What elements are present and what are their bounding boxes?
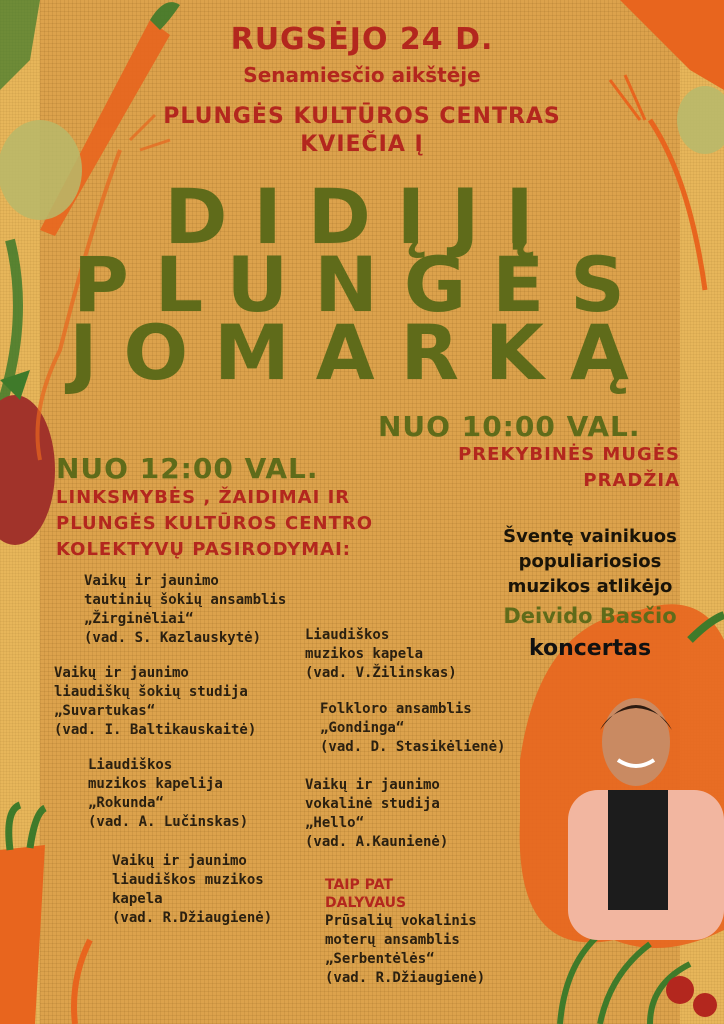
group-line: moterų ansamblis (325, 932, 460, 948)
organizer-line: KVIEČIA Į (300, 132, 424, 157)
group-line: (vad. R.Džiaugienė) (325, 970, 486, 986)
group-line: „Žirginėliai“ (84, 611, 194, 627)
group-line: tautinių šokių ansamblis (84, 592, 287, 608)
show-line: KOLEKTYVŲ PASIRODYMAI: (56, 539, 351, 560)
group-line: Liaudiškos (305, 627, 390, 643)
group-kapela (305, 626, 457, 683)
group-line: Vaikų ir jaunimo (112, 853, 247, 869)
group-rokunda (88, 756, 248, 832)
group-line: (vad. D. Stasikėlienė) (320, 739, 506, 755)
show-line: PLUNGĖS KULTŪROS CENTRO (56, 513, 374, 534)
group-line: (vad. S. Kazlauskytė) (84, 630, 262, 646)
group-youth-kapela (112, 852, 272, 928)
organizer (0, 103, 724, 159)
group-line: Vaikų ir jaunimo (54, 665, 189, 681)
organizer-line: PLUNGĖS KULTŪROS CENTRAS (163, 104, 561, 129)
group-suvartukas (54, 664, 256, 740)
group-line: „Suvartukas“ (54, 703, 156, 719)
group-line: liaudiškos muzikos (112, 872, 264, 888)
show-description (56, 485, 373, 563)
group-hello (305, 776, 448, 852)
show-time: NUO 12:00 VAL. (56, 452, 319, 485)
group-line: (vad. A.Kaunienė) (305, 834, 449, 850)
group-line: „Hello“ (305, 815, 365, 831)
group-serbenteles (325, 912, 485, 988)
market-time: NUO 10:00 VAL. (378, 410, 641, 443)
also-line: DALYVAUS (325, 895, 407, 911)
event-place: Senamiesčio aikštėje (243, 63, 481, 87)
concert-label: koncertas (528, 636, 652, 661)
group-line: „Serbentėlės“ (325, 951, 435, 967)
group-line: Folkloro ansamblis (320, 701, 472, 717)
group-line: (vad. I. Baltikauskaitė) (54, 722, 257, 738)
finale-intro (470, 524, 710, 599)
group-line: „Gondinga“ (320, 720, 405, 736)
group-line: Prūsalių vokalinis (325, 913, 477, 929)
finale-line: populiariosios (518, 551, 662, 572)
finale-line: Šventę vainikuos (503, 526, 677, 547)
performer-name: Deivido Basčio (503, 604, 677, 628)
finale-line: muzikos atlikėjo (507, 576, 673, 597)
also-participating (325, 876, 406, 912)
market-line: PREKYBINĖS MUGĖS (458, 444, 680, 465)
group-line: liaudiškų šokių studija (54, 684, 248, 700)
group-zirgineliai (84, 572, 286, 648)
group-line: Liaudiškos (88, 757, 173, 773)
title-line-1: DIDĮJĮ (164, 172, 560, 261)
market-start (404, 442, 680, 494)
show-line: LINKSMYBĖS , ŽAIDIMAI IR (56, 487, 351, 508)
group-line: muzikos kapelija (88, 776, 223, 792)
also-line: TAIP PAT (325, 877, 393, 893)
group-line: muzikos kapela (305, 646, 424, 662)
title-line-2: PLUNGĖS (73, 240, 651, 329)
market-line: PRADŽIA (583, 470, 680, 491)
group-line: Vaikų ir jaunimo (305, 777, 440, 793)
event-date: RUGSĖJO 24 D. (230, 22, 494, 57)
group-line: Vaikų ir jaunimo (84, 573, 219, 589)
group-line: „Rokunda“ (88, 795, 164, 811)
title-line-3: JOMARKĄ (69, 308, 655, 397)
group-line: (vad. R.Džiaugienė) (112, 910, 273, 926)
herbs-bottom-right (560, 934, 717, 1024)
group-line: vokalinė studija (305, 796, 440, 812)
performer-photo (548, 690, 724, 940)
group-line: kapela (112, 891, 163, 907)
group-gondinga (320, 700, 505, 757)
group-line: (vad. V.Žilinskas) (305, 665, 457, 681)
carrot-bottom-left (0, 805, 90, 1024)
group-line: (vad. A. Lučinskas) (88, 814, 249, 830)
